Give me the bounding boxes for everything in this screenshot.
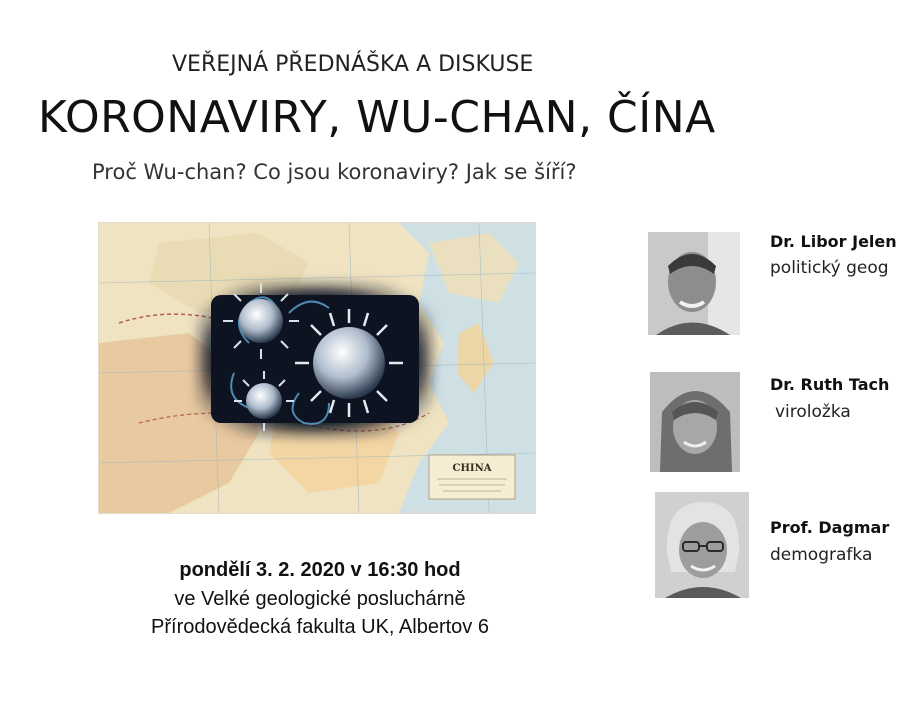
event-type-heading: VEŘEJNÁ PŘEDNÁŠKA A DISKUSE: [172, 52, 534, 77]
speaker-1-role: politický geog: [770, 258, 889, 278]
map-graphic: [99, 223, 535, 513]
speaker-3-role: demografka: [770, 545, 873, 565]
speaker-2-role: viroložka: [775, 402, 851, 422]
event-date-time: pondělí 3. 2. 2020 v 16:30 hod: [179, 559, 461, 581]
event-room: ve Velké geologické posluchárně: [174, 588, 466, 610]
speaker-2-photo: [650, 372, 740, 472]
event-venue: Přírodovědecká fakulta UK, Albertov 6: [151, 616, 489, 638]
speaker-1-photo: [648, 232, 740, 335]
speaker-3-photo: [655, 492, 749, 598]
page-title: KORONAVIRY, WU-CHAN, ČÍNA: [38, 92, 716, 143]
page-subtitle: Proč Wu-chan? Co jsou koronaviry? Jak se šíří?: [92, 160, 577, 184]
speaker-2-name: Dr. Ruth Tach: [770, 375, 890, 394]
map-label: CHINA: [452, 463, 492, 474]
speaker-3-name: Prof. Dagmar: [770, 518, 890, 537]
china-map-virus-illustration: [98, 222, 536, 514]
speaker-1-name: Dr. Libor Jelen: [770, 232, 897, 251]
